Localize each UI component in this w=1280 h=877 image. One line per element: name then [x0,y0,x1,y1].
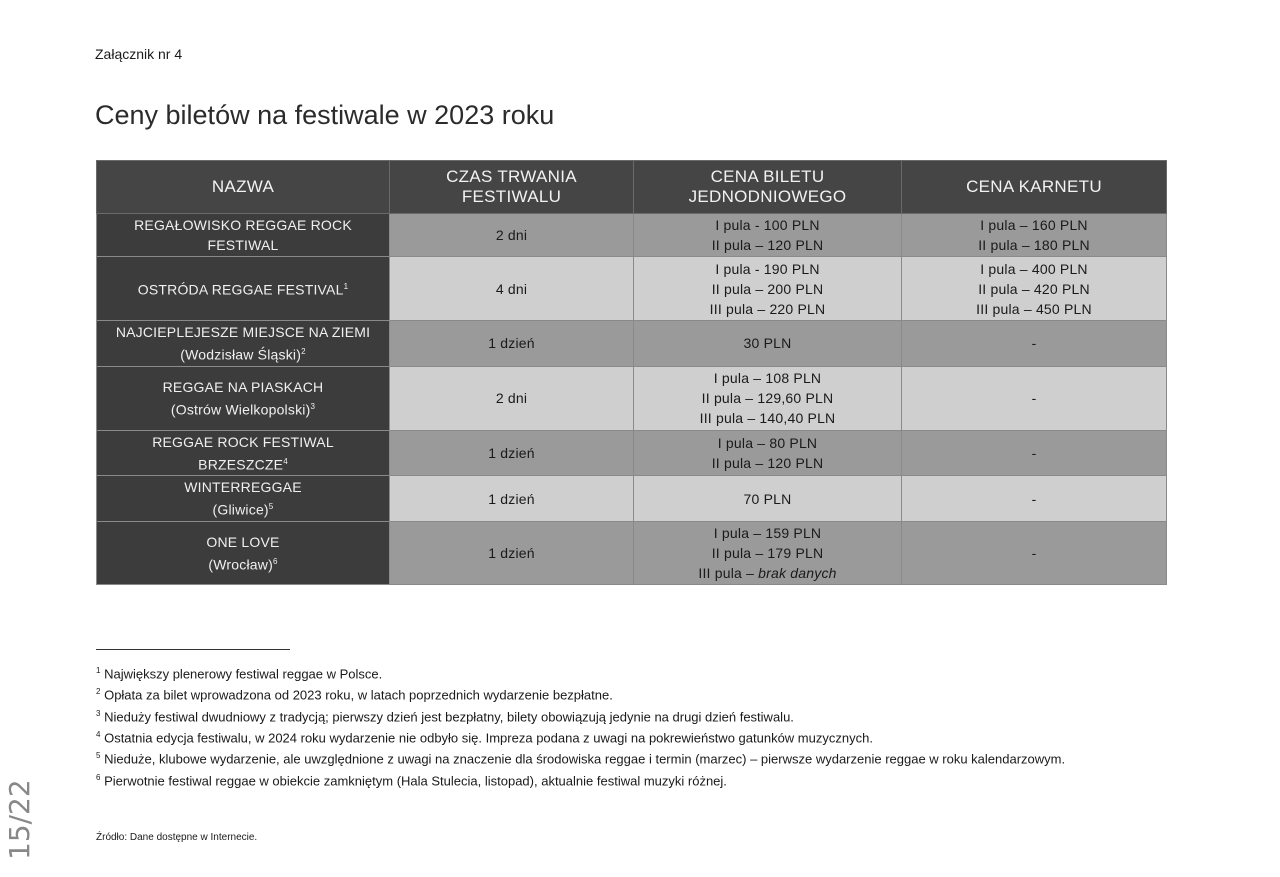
footnote-number: 5 [96,751,101,761]
festival-name-cell [97,214,390,257]
festival-name-line: (Gliwice) [212,501,269,518]
footnote [96,683,1096,704]
footnote-divider [96,649,290,650]
festival-name-line-wrap [101,397,385,420]
pass-cell [902,366,1167,430]
source-note: Źródło: Dane dostępne w Internecie. [96,832,258,843]
festival-name-line: (Wrocław) [208,556,273,573]
footnote-text: Największy plenerowy festiwal reggae w Polsce. [104,666,383,682]
duration-cell: 4 dni [390,257,634,321]
festival-name-line-wrap [101,497,385,520]
table-header-row [97,161,1167,214]
duration-cell: 1 dzień [390,321,634,367]
festival-name-cell [97,321,390,367]
footnote-text: Nieduże, klubowe wydarzenie, ale uwzględnione z uwagi na znaczenie dla środowiska reggae i termin (marzec) – pierwsze wydarzenie reggae w roku kalendarzowym. [104,751,1066,767]
table-row [97,257,1167,321]
duration-cell: 1 dzień [390,521,634,584]
day-ticket-line: 70 PLN [743,490,792,507]
festival-name-line: OSTRÓDA REGGAE FESTIVAL [137,281,344,298]
footnote-number: 4 [96,729,101,739]
day-ticket-prefix: III pula – [698,564,759,581]
festival-name-line-wrap [101,342,385,365]
footnote [96,662,1096,683]
pass-cell [902,257,1167,321]
page-title: Ceny biletów na festiwale w 2023 roku [95,100,555,130]
day-ticket-line: I pula – 159 PLN [713,524,822,541]
festival-name-line: NAJCIEPLEJESZE MIEJSCE NA ZIEMI [115,324,371,340]
page-number: 15/22 [3,779,36,860]
header-day-ticket [634,161,902,214]
footnote-number: 3 [96,708,101,718]
day-ticket-line: III pula – 220 PLN [709,300,826,317]
table-row [97,366,1167,430]
footnote-number: 6 [96,772,101,782]
day-ticket-line: I pula - 100 PLN [715,217,820,233]
footnote [96,726,1096,747]
festival-name-line: BRZESZCZE [198,456,284,473]
duration-cell: 2 dni [390,366,634,430]
table-row [97,521,1167,584]
festival-name-line-wrap [101,452,385,475]
day-ticket-cell [634,476,902,522]
day-ticket-line: 30 PLN [743,335,792,352]
day-ticket-no-data: brak danych [758,564,837,581]
festival-name-cell [97,521,390,584]
header-day-ticket-line: CENA BILETU [710,167,825,186]
festival-name-line: WINTERREGGAE [184,479,302,496]
festival-name-line: REGAŁOWISKO REGGAE ROCK [134,217,352,233]
pass-cell [902,321,1167,367]
pass-line: I pula – 160 PLN [980,217,1088,233]
pass-line: - [1031,444,1037,461]
pass-cell [902,476,1167,522]
duration-cell: 2 dni [390,214,634,257]
festival-name-cell [97,430,390,476]
festival-prices-table [96,160,1167,585]
footnote [96,747,1096,768]
day-ticket-line [638,563,897,583]
festival-name-line: FESTIWAL [207,237,279,253]
footnote-text: Ostatnia edycja festiwalu, w 2024 roku wydarzenie nie odbyło się. Impreza podana z uwagi na pokrewieństwo gatunków muzycznych. [104,730,873,746]
day-ticket-cell [634,214,902,257]
pass-line: - [1031,544,1037,561]
footnote-text: Pierwotnie festiwal reggae w obiekcie zamkniętym (Hala Stulecia, listopad), aktualnie festiwal muzyki różnej. [104,772,727,788]
day-ticket-line: I pula - 190 PLN [715,260,820,277]
header-duration [390,161,634,214]
day-ticket-cell [634,257,902,321]
festival-name-line: (Ostrów Wielkopolski) [170,401,311,418]
pass-cell [902,521,1167,584]
pass-cell [902,214,1167,257]
table-row [97,321,1167,367]
day-ticket-line: II pula – 129,60 PLN [701,390,834,407]
day-ticket-line: I pula – 80 PLN [717,434,818,451]
footnote-number: 2 [96,687,101,697]
festival-name-line: ONE LOVE [206,533,280,550]
day-ticket-cell [634,321,902,367]
footnote [96,705,1096,726]
festival-name-cell [97,366,390,430]
attachment-label: Załącznik nr 4 [95,46,183,62]
day-ticket-line: II pula – 179 PLN [711,544,824,561]
footnote-number: 1 [96,666,101,675]
header-duration-line: CZAS TRWANIA [446,167,577,186]
footnote-ref: 1 [343,282,349,292]
pass-line: II pula – 420 PLN [978,280,1090,297]
table-row [97,214,1167,257]
pass-line: - [1031,390,1037,407]
day-ticket-line: II pula – 200 PLN [711,280,824,297]
festival-name-line: REGGAE ROCK FESTIWAL [152,433,334,450]
header-name: NAZWA [97,161,390,214]
header-duration-line: FESTIWALU [461,187,562,206]
pass-line: II pula – 180 PLN [978,237,1090,253]
day-ticket-cell [634,430,902,476]
footnote-text: Opłata za bilet wprowadzona od 2023 roku, w latach poprzednich wydarzenie bezpłatne. [104,687,613,703]
pass-line: - [1031,335,1037,352]
footnote-ref: 6 [272,556,278,566]
footnote-ref: 3 [310,401,316,411]
pass-cell [902,430,1167,476]
day-ticket-line: I pula – 108 PLN [713,370,822,387]
footnote-ref: 4 [283,456,288,466]
day-ticket-line: II pula – 120 PLN [711,454,824,471]
festival-name-line-wrap [101,552,385,575]
day-ticket-cell [634,366,902,430]
pass-line: III pula – 450 PLN [976,300,1092,317]
day-ticket-line: III pula – 140,40 PLN [699,410,836,427]
footnote-ref: 5 [268,502,274,512]
footnote [96,769,1096,790]
header-day-ticket-line: JEDNODNIOWEGO [688,187,847,206]
header-pass: CENA KARNETU [902,161,1167,214]
festival-name-line: REGGAE NA PIASKACH [162,378,324,395]
table-row [97,476,1167,522]
pass-line: - [1031,490,1037,507]
duration-cell: 1 dzień [390,430,634,476]
festival-name-line-wrap [101,277,385,300]
festival-name-cell [97,257,390,321]
day-ticket-line: II pula – 120 PLN [711,237,824,253]
footnote-ref: 2 [301,347,306,356]
festival-name-cell [97,476,390,522]
pass-line: I pula – 400 PLN [980,260,1088,277]
festival-name-line: (Wodzisław Śląski) [180,346,302,363]
table-row [97,430,1167,476]
table-body [97,214,1167,585]
footnote-text: Nieduży festiwal dwudniowy z tradycją; pierwszy dzień jest bezpłatny, bilety obowiązują jedynie na drugi dzień festiwalu. [104,708,794,724]
duration-cell: 1 dzień [390,476,634,522]
day-ticket-cell [634,521,902,584]
footnotes [96,662,1096,790]
